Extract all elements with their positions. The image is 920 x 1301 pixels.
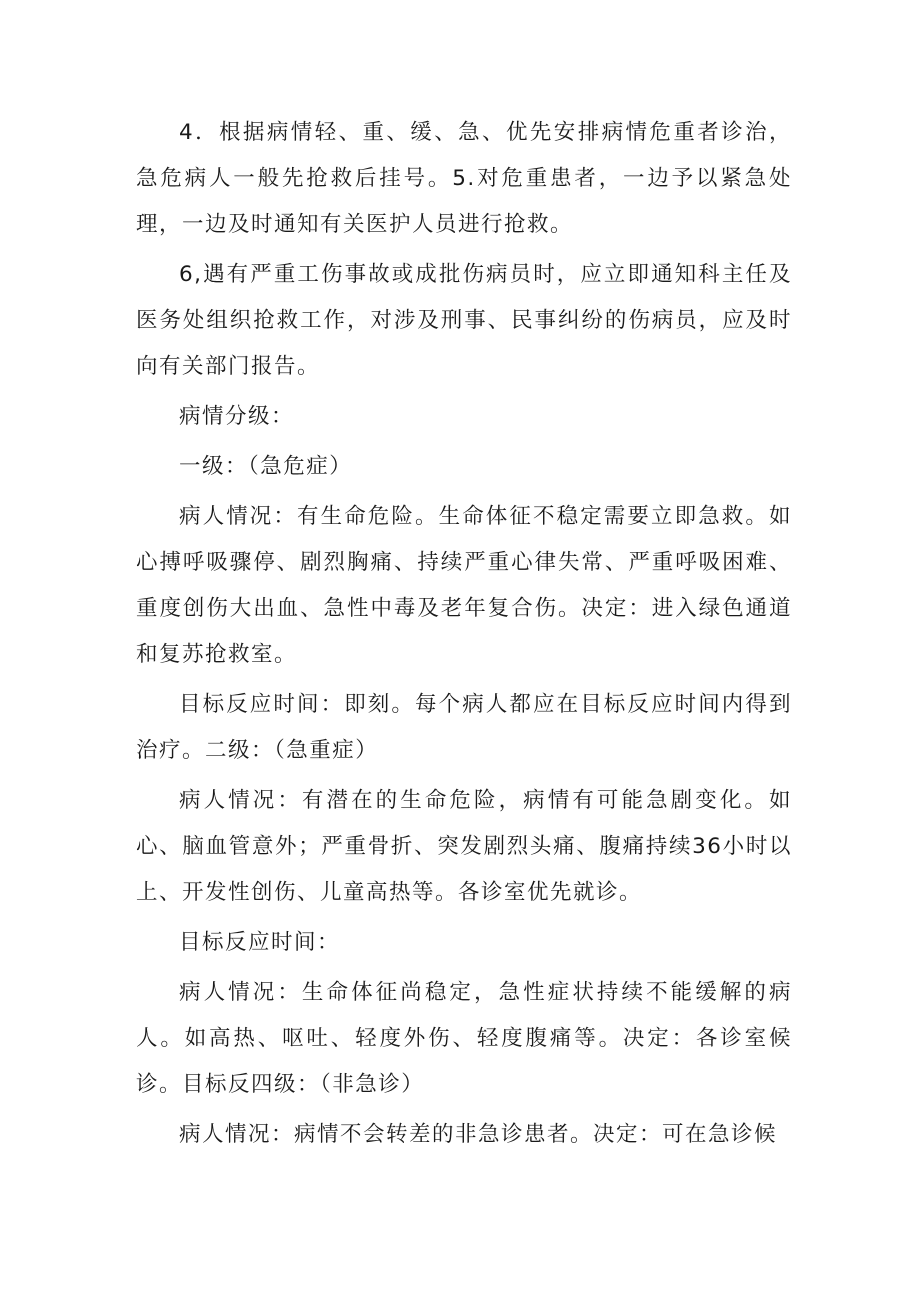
paragraph-level-two-condition: 病人情况：有潜在的生命危险，病情有可能急剧变化。如心、脑血管意外；严重骨折、突发剧烈头痛、腹痛持续36小时以上、开发性创伤、儿童高热等。各诊室优先就诊。 bbox=[136, 788, 792, 905]
paragraph-level-two-response: 目标反应时间： bbox=[179, 930, 341, 955]
heading-severity-grading: 病情分级： bbox=[179, 404, 295, 429]
heading-level-one: 一级：（急危症） bbox=[179, 454, 353, 479]
paragraph-mass-casualty: 6,遇有严重工伤事故或成批伤病员时，应立即通知科主任及医务处组织抢救工作，对涉及刑事、民事纠纷的伤病员，应及时向有关部门报告。 bbox=[136, 262, 792, 379]
paragraph-level-one-response: 目标反应时间：即刻。每个病人都应在目标反应时间内得到治疗。二级：（急重症） bbox=[136, 692, 792, 763]
paragraph-level-four-condition: 病人情况：病情不会转差的非急诊患者。决定：可在急诊候 bbox=[179, 1122, 778, 1147]
paragraph-level-one-condition: 病人情况：有生命危险。生命体征不稳定需要立即急救。如心搏呼吸骤停、剧烈胸痛、持续严重心律失常、严重呼吸困难、重度创伤大出血、急性中毒及老年复合伤。决定：进入绿色通道和复苏抢救室。 bbox=[136, 504, 792, 667]
paragraph-level-three-condition: 病人情况：生命体征尚稳定，急性症状持续不能缓解的病人。如高热、呕吐、轻度外伤、轻度腹痛等。决定：各诊室候诊。目标反四级：（非急诊） bbox=[136, 980, 792, 1097]
paragraph-triage-priority: 4．根据病情轻、重、缓、急、优先安排病情危重者诊治，急危病人一般先抢救后挂号。5.对危重患者，一边予以紧急处理，一边及时通知有关医护人员进行抢救。 bbox=[136, 120, 792, 237]
document-body bbox=[136, 110, 792, 1158]
